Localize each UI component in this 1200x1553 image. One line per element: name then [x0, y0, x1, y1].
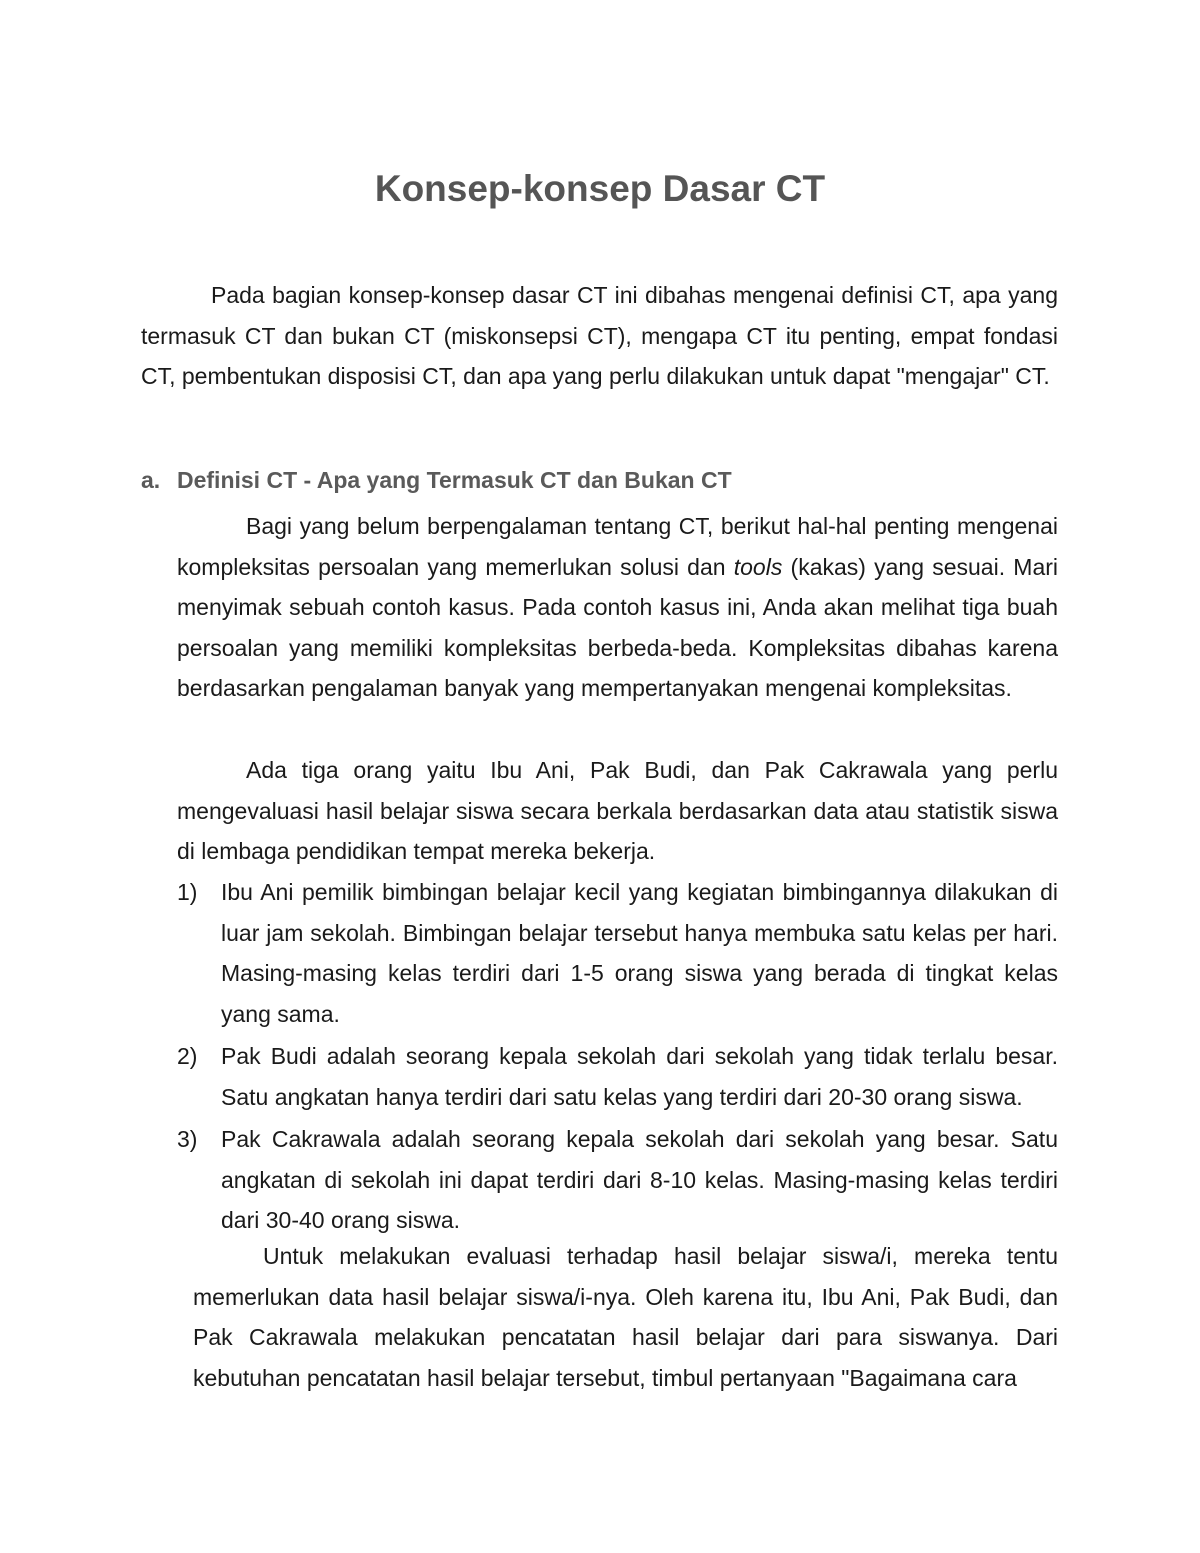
paragraph-complexity — [177, 506, 1058, 709]
section-a-marker: a. — [141, 467, 161, 493]
page-title: Konsep-konsep Dasar CT — [374, 168, 826, 209]
section-a-heading-text: Definisi CT - Apa yang Termasuk CT dan Bukan CT — [177, 467, 732, 493]
list-item-number: 3) — [177, 1126, 198, 1152]
list-item — [177, 872, 1058, 1034]
list-item-number: 2) — [177, 1043, 198, 1069]
list-item-number: 1) — [177, 879, 198, 905]
list-item — [177, 1119, 1058, 1241]
paragraph-complexity-text-1: Bagi yang belum berpengalaman tentang CT, berikut hal-hal penting mengenai kompleksitas persoalan yang memerlukan solusi dan — [177, 513, 1058, 580]
intro-paragraph: Pada bagian konsep-konsep dasar CT ini dibahas mengenai definisi CT, apa yang termasuk CT dan bukan CT (miskonsepsi CT), mengapa CT itu penting, empat fondasi CT, pembentukan disposisi CT, dan apa yang perlu dilakukan untuk dapat "mengajar" CT. — [141, 282, 1058, 389]
case-list — [177, 872, 1058, 1243]
list-item-text: Pak Cakrawala adalah seorang kepala sekolah dari sekolah yang besar. Satu angkatan di sekolah ini dapat terdiri dari 8-10 kelas. Masing-masing kelas terdiri dari 30-40 orang siswa. — [221, 1126, 1058, 1233]
list-item-text: Pak Budi adalah seorang kepala sekolah dari sekolah yang tidak terlalu besar. Satu angkatan hanya terdiri dari satu kelas yang terdiri dari 20-30 orang siswa. — [221, 1043, 1058, 1110]
section-a-heading — [141, 460, 732, 500]
list-item — [177, 1036, 1058, 1117]
list-item-text: Ibu Ani pemilik bimbingan belajar kecil yang kegiatan bimbingannya dilakukan di luar jam sekolah. Bimbingan belajar tersebut hanya membuka satu kelas per hari. Masing-masing kelas terdiri dari 1-5 orang siswa yang berada di tingkat kelas yang sama. — [221, 879, 1058, 1027]
paragraph-complexity-italic: tools — [733, 553, 783, 580]
paragraph-evaluation: Untuk melakukan evaluasi terhadap hasil belajar siswa/i, mereka tentu memerlukan data hasil belajar siswa/i-nya. Oleh karena itu, Ibu Ani, Pak Budi, dan Pak Cakrawala melakukan pencatatan hasil belajar dari para siswanya. Dari kebutuhan pencatatan hasil belajar tersebut, timbul pertanyaan "Bagaimana cara — [193, 1243, 1058, 1391]
paragraph-complexity-text-2: (kakas) yang sesuai. Mari menyimak sebuah contoh kasus. Pada contoh kasus ini, Anda akan melihat tiga buah persoalan yang memiliki kompleksitas berbeda-beda. Kompleksitas dibahas karena berdasarkan pengalaman banyak yang mempertanyakan mengenai kompleksitas. — [177, 553, 1059, 701]
paragraph-three-people: Ada tiga orang yaitu Ibu Ani, Pak Budi, dan Pak Cakrawala yang perlu mengevaluasi hasil belajar siswa secara berkala berdasarkan data atau statistik siswa di lembaga pendidikan tempat mereka bekerja. — [177, 757, 1058, 864]
